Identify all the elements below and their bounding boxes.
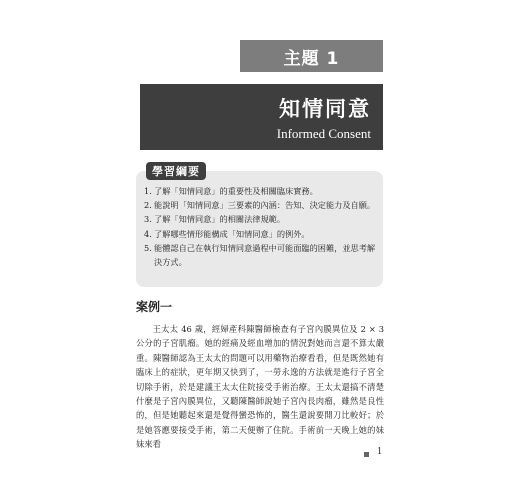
objective-number: 2. bbox=[144, 200, 152, 211]
learning-objectives-heading: 學習綱要 bbox=[146, 162, 206, 180]
objective-text: 能說明「知情同意」三要素的內涵：告知、決定能力及自願。 bbox=[154, 200, 376, 211]
chapter-title-zh: 知情同意 bbox=[279, 96, 371, 121]
objective-item bbox=[144, 227, 376, 241]
page-number: 1 bbox=[377, 446, 382, 457]
objective-item bbox=[144, 241, 376, 269]
objective-item bbox=[144, 212, 376, 226]
chapter-title-en: Informed Consent bbox=[276, 125, 371, 141]
learning-objectives-list bbox=[144, 184, 376, 269]
objective-number: 5. bbox=[144, 242, 152, 253]
objective-text: 能體認自己在執行知情同意過程中可能面臨的困難，並思考解決方式。 bbox=[154, 242, 376, 268]
objective-item bbox=[144, 198, 376, 212]
topic-label: 主題 1 bbox=[240, 40, 383, 72]
objective-number: 3. bbox=[144, 214, 152, 225]
objective-number: 1. bbox=[144, 186, 152, 196]
case-heading: 案例一 bbox=[136, 300, 173, 314]
page-marker-square bbox=[364, 452, 369, 457]
objective-number: 4. bbox=[144, 228, 152, 239]
case-body bbox=[136, 322, 384, 452]
objective-item bbox=[144, 184, 376, 198]
chapter-title-block bbox=[140, 84, 383, 150]
objective-text: 了解「知情同意」的重要性及相關臨床實務。 bbox=[154, 186, 318, 196]
objective-text: 了解哪些情形能構成「知情同意」的例外。 bbox=[154, 228, 310, 239]
objective-text: 了解「知情同意」的相關法律規範。 bbox=[154, 214, 286, 225]
case-paragraph: 王太太 46 歲，經婦產科陳醫師檢查有子宮內膜異位及 2 × 3 公分的子宮肌瘤。她的經痛及經血增加的情況對她而言還不算太嚴重。陳醫師認為王太太的問題可以用藥物治療看看，但是既然她有臨床上的症狀，更年期又快到了，一勞永逸的方法就是進行子宮全切除手術，於是建議王太太住院接受手術治療。王太太還搞不清楚什麼是子宮內膜異位，又聽陳醫師說她子宮內長肉瘤，雖然是良性的，但是她聽起來還是覺得蠻恐怖的，醫生還說要開刀比較好；於是她答應要接受手術，第二天便辦了住院。手術前一天晚上她的妹妹來看 bbox=[136, 324, 384, 450]
